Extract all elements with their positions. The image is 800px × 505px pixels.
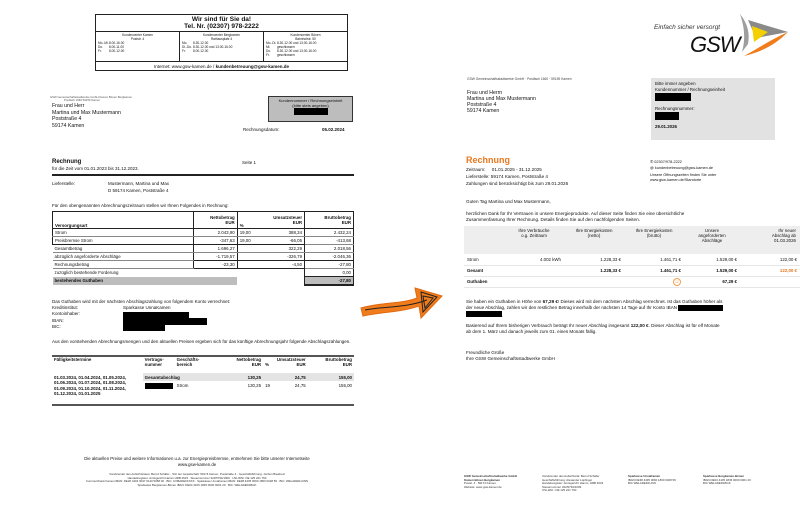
- contact-box: [95, 14, 348, 71]
- footer-line: USt-IdNr.: DE 125 221 760: [542, 488, 577, 492]
- billing-row: [53, 237, 354, 245]
- row-label: abzüglich angeforderte Abschläge: [53, 253, 194, 261]
- footer-line: Sparkasse UnnaKamen: [628, 474, 661, 478]
- logo-slogan: Einfach sicher versorgt: [654, 24, 721, 31]
- row-net: 130,25: [247, 382, 262, 388]
- row-usage: [504, 265, 564, 276]
- bank-labels: [52, 305, 80, 331]
- row-gross: 2.432,24: [305, 229, 354, 237]
- col-header-net: [564, 226, 624, 254]
- web-link[interactable]: Internet: www.gsw-kamen.de /: [154, 64, 215, 69]
- contact-email[interactable]: kundenbetreuung@gsw-kamen.de: [654, 166, 714, 170]
- due-dates: [52, 373, 143, 397]
- closing-signature: Ihre GSW Gemeinschaftsstadtwerke GmbH: [466, 356, 555, 361]
- col-header-line: 01.03.2026: [774, 238, 796, 243]
- col-header-line: Abschläge: [701, 238, 723, 243]
- col-header-gross-unit: EUR: [341, 220, 351, 225]
- row-label: Strom: [464, 254, 504, 265]
- col-header-net-label: Nettobetrag: [210, 215, 235, 220]
- row-vat: -66,05: [261, 237, 304, 245]
- col-header-dates: Fälligkeitstermine: [54, 357, 92, 362]
- hours-time: 8.00-12.00: [109, 49, 125, 53]
- row-label: Strom: [53, 229, 194, 237]
- page-number: Seite 1: [242, 160, 257, 165]
- billing-header-row: [53, 212, 354, 229]
- row-vat: 322,29: [261, 245, 304, 253]
- col-header-area-l1: Geschäfts-: [176, 357, 200, 362]
- redacted-customer-number: [655, 93, 691, 101]
- customer-number-label: Kundennummer / Rechnungseinheit: [278, 98, 343, 103]
- center-bergkamen: [180, 32, 264, 61]
- delivery-point: Lieferstelle: 59174 Kamen, Poststraße 4: [466, 174, 548, 179]
- center-street: Rathausplatz 4: [210, 37, 233, 41]
- footer-line: Kamen Bönen Bergkamen: [464, 477, 500, 482]
- row-vat: -4,50: [261, 261, 304, 269]
- abschlag-header-row: [52, 357, 354, 373]
- footer-info-line: Die aktuellen Preise und weitere Informationen u.a. zur Energiepreisbremse, entnehmen Sie bitte unserer Internetseite: [84, 456, 310, 461]
- col-header-vat: [275, 357, 308, 373]
- footer-line: Sparkasse Bergkamen-Bönen: [703, 474, 744, 478]
- col-header-contract: [143, 357, 175, 373]
- col-header-type: Versorgungsart: [53, 212, 194, 229]
- email-icon: @: [650, 166, 654, 170]
- col-header-pct: [263, 357, 275, 373]
- row-vat: 388,34: [261, 229, 304, 237]
- reference-hint: Bitte immer angeben: [655, 81, 696, 86]
- row-gross: 0,00: [305, 269, 354, 277]
- customer-number-hint: (bitte stets angeben): [292, 103, 329, 108]
- center-street: Bahnhofstr. 50: [295, 37, 316, 41]
- recipient-address: [52, 103, 121, 129]
- col-header-vat-unit: EUR: [296, 362, 306, 367]
- paragraph-text: . Dieser Abschlag ist für elf Monate: [648, 323, 720, 328]
- col-header-new: [740, 226, 800, 254]
- paragraph-text: der neue Abschlag, zahlen wir den restlichen Betrag innerhalb der nächsten 14 Tage auf Ihr Konto IBAN: [466, 305, 678, 311]
- col-header-vat-unit: EUR: [292, 220, 303, 225]
- col-header-line: (brutto): [646, 233, 662, 238]
- row-new: 122,00 €: [740, 254, 800, 265]
- bank-label: Kreditinstitut:: [52, 305, 79, 310]
- hours-time: 8.30-12.00 und 13.00-16.00: [277, 49, 317, 53]
- row-gross: -413,68: [305, 237, 354, 245]
- sender-line: [50, 96, 132, 103]
- row-label: Rechnungsbetrag: [53, 261, 194, 269]
- row-vat: 24,75: [294, 382, 306, 388]
- row-net: 2.043,90: [194, 229, 237, 237]
- logo-mark-icon: [734, 12, 792, 58]
- row-gross: -27,80: [305, 277, 354, 285]
- col-header-net: [224, 357, 263, 373]
- col-header-net-label: Nettobetrag: [236, 357, 262, 362]
- invoice-meta: [466, 166, 568, 187]
- col-header-pct-label: %: [265, 362, 269, 367]
- old-footer-legal: [30, 473, 364, 487]
- col-header-line: o.g. Zeitraum: [521, 233, 547, 238]
- footer-legal-line: Commerzbank Kamen IBAN: DE20 4404 0037 0140 5058 00 · BIC: COBADEFFXXX · Sparkasse UnnaKamen IBAN: DE38 4435 0060 1800 0028 59 · BIC: WELADED1UNN: [85, 479, 309, 484]
- credit-label: Guthaben: [464, 276, 504, 287]
- col-header-line: Unsere: [704, 228, 720, 233]
- closing-greeting: Freundliche Grüße: [466, 350, 505, 355]
- row-paid: 1.529,00 €: [684, 265, 740, 276]
- center-name: Kundencenter Kamen: [122, 33, 153, 37]
- footer-col-bank1: [628, 475, 676, 486]
- hours-time: 8.00-11.00: [109, 45, 125, 49]
- col-header-gross: [624, 226, 684, 254]
- hours-days: Di.-Do.: [182, 45, 192, 49]
- sender-line: GSW Gemeinschaftsstadtwerke GmbH · Postfach 1660 · 59159 Kamen: [467, 77, 572, 81]
- invoice-date: 05.02.2024: [322, 127, 345, 132]
- hours-days: Mi.: [266, 45, 271, 49]
- total-net: 130,25: [224, 373, 263, 381]
- hours-days: Mo.-Mi.: [98, 41, 109, 45]
- old-footer-info: [40, 456, 354, 467]
- footer-line: Handelsregister: Amtsgericht Hamm, HRB 4623: [542, 481, 604, 485]
- divider: [52, 404, 354, 406]
- address-line: Poststraße 4: [52, 116, 82, 123]
- hours-time: geschlossen: [277, 45, 295, 49]
- col-header-vat-label: Umsatzsteuer: [276, 357, 306, 362]
- invoice-number-label: Rechnungsnummer:: [655, 106, 695, 111]
- bank-label: Kontoinhaber:: [52, 311, 81, 317]
- address-line: Poststraße 4: [467, 102, 497, 108]
- footer-line: Steuernummer 322/5794/1009: [542, 484, 582, 489]
- invoice-title: Rechnung: [52, 159, 82, 165]
- intro-text: [466, 211, 684, 223]
- address-line: Martina und Max Mustermann: [52, 109, 121, 116]
- due-dates-line: 01.09.2024, 01.10.2024, 01.11.2024,: [54, 385, 126, 391]
- summary-row: [464, 254, 800, 265]
- billing-table: [52, 211, 354, 286]
- redacted-invoice-number: [655, 112, 679, 120]
- customer-number-box: [268, 96, 353, 122]
- row-gross: 2.018,56: [305, 245, 354, 253]
- contact-web: [96, 64, 347, 69]
- footer-line: IBAN DE38 4435 0060 1800 0028 59: [628, 477, 676, 482]
- closing: [466, 350, 555, 362]
- logo-text: GSW: [690, 32, 740, 57]
- col-header-gross: [305, 212, 354, 229]
- period-value: 01.01.2025 - 31.12.2025: [491, 167, 542, 172]
- intro-line: Zusammenfassung Ihrer Rechnung. Details finden Sie auf den nachfolgenden Seiten.: [466, 217, 640, 222]
- col-header-contract-l2: nummer: [144, 362, 162, 367]
- service-centers: [96, 31, 347, 62]
- hours-time: 8.00-12.00: [193, 49, 209, 53]
- footer-line: GSW Gemeinschaftsstadtwerke GmbH: [464, 474, 518, 478]
- redacted-iban-cont: [466, 311, 502, 317]
- paragraph-text: ! Dieses wird mit dem nächsten Abschlag verrechnet. Ist das Guthaben höher als: [557, 299, 723, 304]
- smiley-icon: ☺: [624, 276, 684, 287]
- gsw-logo: [652, 10, 800, 60]
- col-header-gross-label: Bruttobetrag: [325, 357, 352, 362]
- col-header-line: Ihre Energiekosten: [635, 228, 673, 233]
- footer-line: Website: www.gsw-kamen.de: [464, 484, 502, 489]
- col-header-paid: [684, 226, 740, 254]
- footer-line: Postst. 4 · 59174 Kamen: [464, 481, 496, 485]
- period-label: Zeitraum:: [466, 167, 486, 172]
- reference-box: [651, 78, 775, 140]
- hours-days: Do.: [98, 45, 103, 49]
- hours-days: Fr.: [182, 49, 186, 53]
- bank-name: Sparkasse UnnaKamen: [123, 305, 171, 310]
- row-label: Gesamtbetrag: [53, 245, 194, 253]
- col-header-line: Ihre Verbräuche: [518, 228, 550, 233]
- row-gross: -2.046,36: [305, 253, 354, 261]
- lieferstelle-value: [108, 181, 169, 194]
- hours-time: 8.30-12.00: [193, 41, 209, 45]
- invoice-date: 29.01.2026: [655, 124, 677, 129]
- lieferstelle-label: Lieferstelle:: [52, 181, 76, 186]
- col-header-empty: [464, 226, 504, 254]
- row-pct: [237, 253, 261, 261]
- footer-line: IBAN DE04 4105 1845 0000 0001 20: [703, 477, 751, 482]
- center-boenen: [264, 32, 347, 61]
- lieferstelle-line: D 59174 Kamen, Poststraße 4: [108, 187, 169, 193]
- row-gross: 1.461,71 €: [624, 254, 684, 265]
- col-header-gross-label: Bruttobetrag: [324, 215, 351, 220]
- due-dates-line: 01.06.2024, 01.07.2024, 01.08.2024,: [54, 380, 127, 386]
- row-net: -23,30: [194, 261, 237, 269]
- intro-line: herzlichen Dank für Ihr Vertrauen in unsere Energieprodukte. Auf dieser Seite finden Sie eine übersichtliche: [466, 211, 685, 216]
- address-line: Frau und Herr: [52, 103, 85, 109]
- footer-legal-line: Sparkasse Bergkamen-Bönen IBAN: DE04 4105 1845 0000 0001 20 · BIC: WELADED1BGK: [137, 482, 257, 487]
- paragraph-text: Sie haben ein Guthaben in Höhe von: [466, 299, 543, 304]
- abschlag-paragraph: [466, 323, 796, 335]
- row-net: -347,63: [194, 237, 237, 245]
- credit-amount: 67,29 €: [542, 299, 558, 304]
- col-header-contract-l1: Vertrags-: [144, 357, 164, 362]
- footer-legal-line: Handelsregister: Amtsgericht Hamm HRB 4623 · Steuernummer 322/5794/1009 · USt-IDNr. DE 125 221 760: [127, 475, 267, 480]
- row-gross: 1.461,71 €: [624, 265, 684, 276]
- abschlag-text: Aus den vorstehenden Abrechnungsmengen und den aktuellen Preisen ergeben sich für das künftige Abrechnungsjahr folgende Abschlagszahlungen.: [52, 339, 351, 344]
- lieferstelle-line: Mustermann, Martina und Max: [108, 181, 170, 186]
- hours-time: 8.00-16.00: [109, 41, 125, 45]
- footer-col-company: [464, 475, 517, 489]
- redacted-bic: [123, 325, 165, 331]
- total-gross: 155,00: [308, 373, 354, 381]
- row-net: 1.228,33 €: [564, 265, 624, 276]
- col-header-vat-label: Umsatzsteuer: [273, 215, 303, 220]
- redacted-iban: [678, 305, 723, 311]
- row-usage: 4.002 kWh: [504, 254, 564, 265]
- redacted-iban: [123, 318, 207, 325]
- footer-website[interactable]: www.gsw-kamen.de: [177, 461, 217, 467]
- customer-number-label: Kundennummer / Rechnungseinheit: [655, 87, 726, 92]
- invoice-date-label: Rechnungsdatum:: [243, 127, 280, 132]
- row-gross: -27,80: [305, 261, 354, 269]
- contact-info: [650, 159, 716, 182]
- row-vat: -326,79: [261, 253, 304, 261]
- col-header-line: Abschlag ab: [771, 233, 796, 238]
- row-net: 1.696,27: [194, 245, 237, 253]
- footer-line: Vorsitzender des Aufsichtsrat: Bernd Schäfer: [542, 474, 600, 478]
- row-label: zuzüglich bestehende Forderung: [54, 270, 119, 276]
- hours-link[interactable]: www.gsw-kamen.de/Standorte: [650, 177, 702, 182]
- col-header-line: Ihr neuer: [778, 228, 796, 233]
- new-installment-amount: 122,00 €: [630, 323, 649, 328]
- billing-row: [53, 261, 354, 269]
- summary-header-row: [464, 226, 800, 254]
- address-line: Martina und Max Mustermann: [467, 96, 536, 102]
- arrow-icon: [357, 268, 457, 328]
- footer-line: BIC WELADED1UNN: [628, 481, 656, 485]
- bank-label: IBAN:: [52, 317, 64, 323]
- billing-row: [53, 245, 354, 253]
- col-header-gross-unit: EUR: [342, 362, 352, 367]
- row-pct: 19,00: [237, 229, 261, 237]
- invoice-period: für die Zeit vom 01.01.2023 bis 31.12.2023.: [52, 166, 139, 171]
- row-net: -1.719,57: [194, 253, 237, 261]
- address-line: 59174 Kamen: [52, 122, 85, 129]
- row-label: Gesamt: [464, 265, 504, 276]
- col-header-line: (netto): [587, 233, 601, 238]
- credit-text: Das Guthaben wird mit der nächsten Abschlagszahlung von folgendem Konto verrechnet:: [52, 299, 231, 304]
- hours-time: 8.30-12.00 und 13.00-16.00: [277, 41, 317, 45]
- invoice-title: Rechnung: [466, 155, 510, 165]
- email-link[interactable]: kundenbetreuung@gsw-kamen.de: [215, 64, 289, 69]
- col-header-area-l2: bereich: [176, 362, 193, 367]
- row-label: Preisbremse Strom: [53, 237, 194, 245]
- address-line: 59174 Kamen: [467, 108, 500, 114]
- row-gross: 155,00: [338, 382, 352, 388]
- hours-time: geschlossen: [277, 53, 295, 57]
- col-header-net-unit: EUR: [225, 220, 235, 225]
- divider: [52, 174, 354, 176]
- col-header-net: [194, 212, 237, 229]
- row-area: Strom: [176, 382, 189, 388]
- row-net: 1.228,33 €: [564, 254, 624, 265]
- row-pct: [237, 261, 261, 269]
- footer-col-bank2: [703, 475, 751, 486]
- greeting: Guten Tag Martina und Max Mustermann,: [466, 199, 551, 204]
- credit-value: 67,29 €: [684, 276, 740, 287]
- footer-line: BIC WELADED1BGK: [703, 481, 731, 485]
- paragraph-text: Basierend auf Ihrem bisherigen Verbrauch beträgt Ihr neuer Abschlag insgesamt: [466, 323, 631, 328]
- hours-note: Unsere Öffnungszeiten finden Sie unter: [650, 173, 717, 177]
- redacted-contract-number: [145, 383, 173, 389]
- summary-table: [464, 226, 800, 288]
- row-pct: 19,00: [237, 237, 261, 245]
- contact-phone[interactable]: 02307/978-2222: [654, 160, 682, 164]
- sender-line-2: Postfach 1660 59159 Kamen: [64, 98, 101, 103]
- contact-phone: Tel. Nr. (02307) 978-2222: [184, 23, 259, 30]
- center-kamen: [96, 32, 180, 61]
- total-vat: 24,75: [275, 373, 308, 381]
- footer-col-legal: [542, 475, 603, 493]
- center-name: Kundencenter Bönen: [290, 33, 321, 37]
- hours-days: Mo.-Di.: [266, 41, 277, 45]
- phone-icon: ✆: [650, 160, 654, 164]
- abschlag-table: [52, 357, 354, 397]
- row-paid: 1.529,00 €: [684, 254, 740, 265]
- billing-row: [53, 229, 354, 237]
- bank-label: BIC:: [52, 324, 61, 330]
- due-dates-line: 01.12.2024, 01.01.2025: [54, 391, 101, 397]
- redacted-customer-number: [294, 108, 328, 115]
- abschlag-row: [52, 373, 354, 381]
- summary-total-row: [464, 265, 800, 276]
- col-header-net-unit: EUR: [251, 362, 262, 367]
- hours-days: Fr.: [98, 49, 102, 53]
- hours-days: Mo.: [182, 41, 188, 45]
- row-pct: [237, 245, 261, 253]
- footer-line: Geschäftsführung: Alexander Lüpfinger: [542, 477, 593, 482]
- address-line: Frau und Herrn: [467, 90, 503, 96]
- payments-note: Zahlungen sind berücksichtigt bis zum 29.01.2026: [466, 181, 569, 186]
- col-header-pct: %: [237, 212, 261, 229]
- new-invoice: [460, 0, 800, 505]
- col-header-vat: [261, 212, 304, 229]
- col-header-line: angeforderten: [698, 233, 726, 238]
- due-dates-line: 01.03.2024, 01.04.2024, 01.05.2024,: [54, 375, 127, 380]
- row-label: bestehendes Guthaben: [53, 277, 238, 285]
- row-pct: 19: [265, 382, 270, 388]
- hours-days: Fr.: [266, 53, 270, 57]
- total-label: Gesamtabschlag: [143, 373, 224, 381]
- credit-paragraph: Sie haben ein Guthaben in Höhe von 67,29 €! Dieses wird mit dem nächsten Abschlag verrechnet. Ist das Guthaben höher als der neue Abschlag, zahlen wir den restlichen Betrag innerhalb der nächsten 14 Tage auf Ihr Konto IBAN .: [466, 299, 723, 319]
- row-new: 122,00 €: [740, 265, 800, 276]
- center-street: Poststr. 4: [130, 37, 145, 41]
- old-invoice: [0, 0, 370, 505]
- sender-line-1: GSW Gemeinschaftsstadtwerke GmbH Kamen Bönen Bergkamen: [50, 95, 133, 99]
- footer-legal-line: Vorsitzender des Aufsichtsrates: Bernd Schäfer · Sitz der Gesellschaft: 59174 Kamen, Poststraße 4 · Geschäftsführung: Jochen Baudrexl: [109, 472, 285, 476]
- summary-credit-row: [464, 276, 800, 287]
- paragraph-text: ab dem 1. März und danach jeweils zum 01. eines Monats fällig.: [466, 329, 597, 334]
- hours-days: Do.: [266, 49, 271, 53]
- billing-row-balance: [53, 277, 354, 285]
- billing-row: [53, 269, 354, 277]
- recipient-address: [467, 90, 536, 114]
- hours-time: 8.30-12.00 und 13.00-16.00: [193, 45, 233, 49]
- col-header-area: [175, 357, 224, 373]
- col-header-usage: [504, 226, 564, 254]
- center-name: Kundencenter Bergkamen: [202, 33, 241, 37]
- col-header-line: Ihre Energiekosten: [575, 228, 613, 233]
- billing-intro: Für den obengenannten Abrechnungszeitraum stellen wir Ihnen Folgendes in Rechnung:: [52, 203, 229, 208]
- billing-row: [53, 253, 354, 261]
- contact-title: Wir sind für Sie da!: [191, 16, 252, 23]
- col-header-gross: [308, 357, 354, 373]
